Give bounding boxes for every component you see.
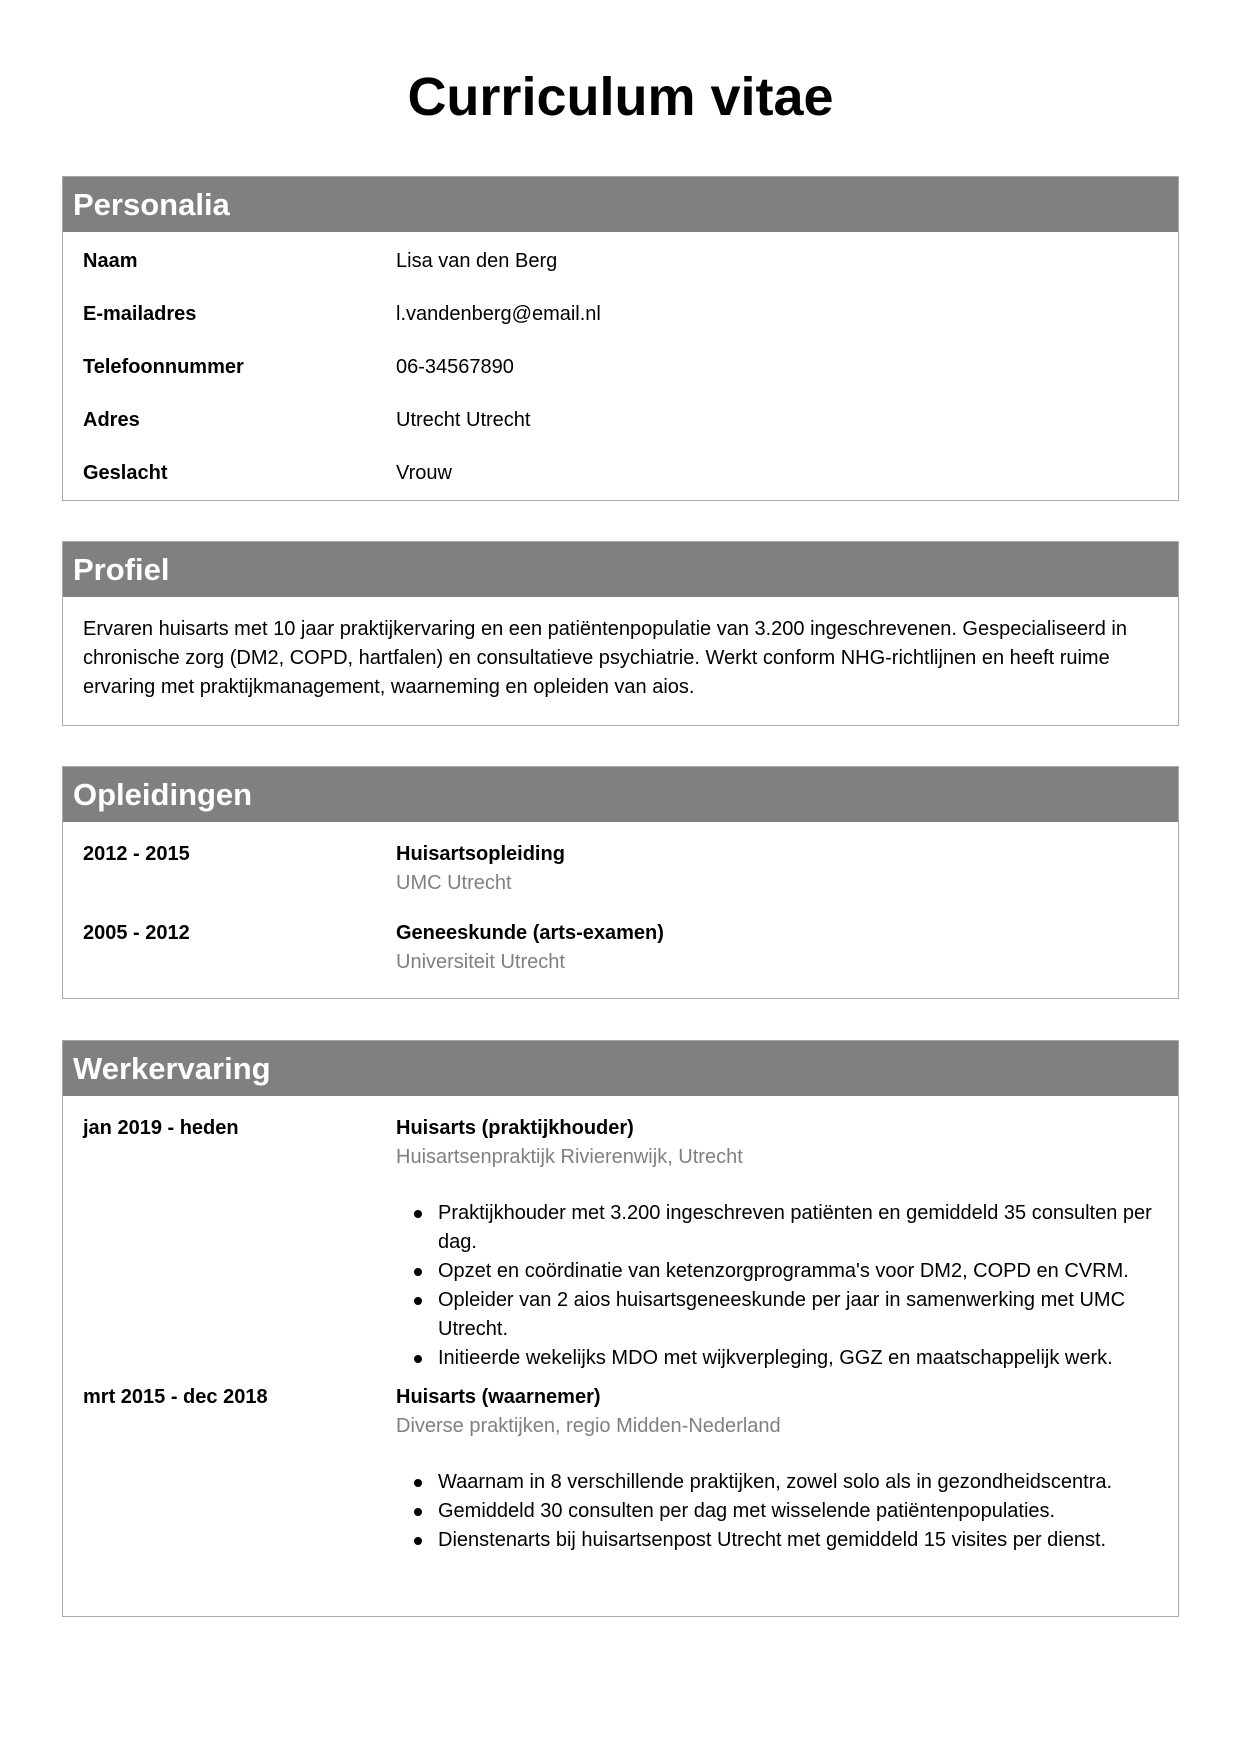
- bullet-item: Waarnam in 8 verschillende praktijken, zowel solo als in gezondheidscentra.: [438, 1468, 1158, 1497]
- personalia-row-phone: [83, 351, 1158, 404]
- work-title: Huisarts (praktijkhouder): [396, 1117, 634, 1139]
- field-value: Utrecht Utrecht: [396, 409, 531, 431]
- personalia-body: [63, 232, 1178, 510]
- personalia-header: Personalia: [63, 177, 1178, 232]
- field-value: Lisa van den Berg: [396, 250, 558, 272]
- work-employer: Diverse praktijken, regio Midden-Nederland: [396, 1415, 781, 1437]
- bullet-item: Opzet en coördinatie van ketenzorgprogramma's voor DM2, COPD en CVRM.: [438, 1257, 1158, 1286]
- personalia-row-email: [83, 298, 1158, 351]
- education-institution: Universiteit Utrecht: [396, 951, 565, 973]
- field-value: l.vandenberg@email.nl: [396, 303, 601, 325]
- bullet-item: Initieerde wekelijks MDO met wijkverpleging, GGZ en maatschappelijk werk.: [438, 1344, 1158, 1373]
- page-title: Curriculum vitae: [407, 67, 834, 127]
- work-title: Huisarts (waarnemer): [396, 1386, 601, 1408]
- work-bullets: [396, 1199, 1158, 1373]
- work-content: [396, 1114, 1158, 1373]
- education-title: Huisartsopleiding: [396, 843, 565, 865]
- bullet-item: Praktijkhouder met 3.200 ingeschreven patiënten en gemiddeld 35 consulten per dag.: [438, 1199, 1158, 1257]
- personalia-row-gender: [83, 457, 1158, 510]
- work-bullets: [396, 1468, 1158, 1555]
- education-content: [396, 919, 1158, 977]
- opleidingen-body: [63, 822, 1178, 977]
- field-label: Geslacht: [83, 462, 168, 484]
- personalia-row-address: [83, 404, 1158, 457]
- education-institution: UMC Utrecht: [396, 872, 512, 894]
- work-period: jan 2019 - heden: [83, 1117, 239, 1139]
- field-label: Adres: [83, 409, 140, 431]
- education-period: 2012 - 2015: [83, 843, 190, 865]
- opleidingen-header: Opleidingen: [63, 767, 1178, 822]
- bullet-item: Dienstenarts bij huisartsenpost Utrecht met gemiddeld 15 visites per dienst.: [438, 1526, 1158, 1555]
- work-content: [396, 1383, 1158, 1555]
- field-value: 06-34567890: [396, 356, 514, 378]
- work-entry: [83, 1114, 1158, 1373]
- personalia-section: [62, 176, 1179, 501]
- work-employer: Huisartsenpraktijk Rivierenwijk, Utrecht: [396, 1146, 743, 1168]
- profiel-section: [62, 541, 1179, 726]
- work-entry: [83, 1383, 1158, 1555]
- field-label: Telefoonnummer: [83, 356, 244, 378]
- werkervaring-header: Werkervaring: [63, 1041, 1178, 1096]
- werkervaring-section: [62, 1040, 1179, 1617]
- field-label: Naam: [83, 250, 138, 272]
- opleidingen-section: [62, 766, 1179, 999]
- bullet-item: Gemiddeld 30 consulten per dag met wisselende patiëntenpopulaties.: [438, 1497, 1158, 1526]
- field-label: E-mailadres: [83, 303, 197, 325]
- education-entry: [83, 840, 1158, 898]
- bullet-item: Opleider van 2 aios huisartsgeneeskunde per jaar in samenwerking met UMC Utrecht.: [438, 1286, 1158, 1344]
- education-title: Geneeskunde (arts-examen): [396, 922, 664, 944]
- werkervaring-body: [63, 1096, 1178, 1555]
- education-content: [396, 840, 1158, 898]
- work-period: mrt 2015 - dec 2018: [83, 1386, 268, 1408]
- profiel-header: Profiel: [63, 542, 1178, 597]
- education-period: 2005 - 2012: [83, 922, 190, 944]
- education-entry: [83, 919, 1158, 977]
- personalia-row-name: [83, 245, 1158, 298]
- field-value: Vrouw: [396, 462, 452, 484]
- profiel-body: [63, 597, 1178, 722]
- profile-text: Ervaren huisarts met 10 jaar praktijkervaring en een patiëntenpopulatie van 3.200 ingeschrevenen. Gespecialiseerd in chronische zorg (DM2, COPD, hartfalen) en consultatieve psychiatrie. Werkt conform NHG-richtlijnen en heeft ruime ervaring met praktijkmanagement, waarneming en opleiden van aios.: [83, 618, 1127, 698]
